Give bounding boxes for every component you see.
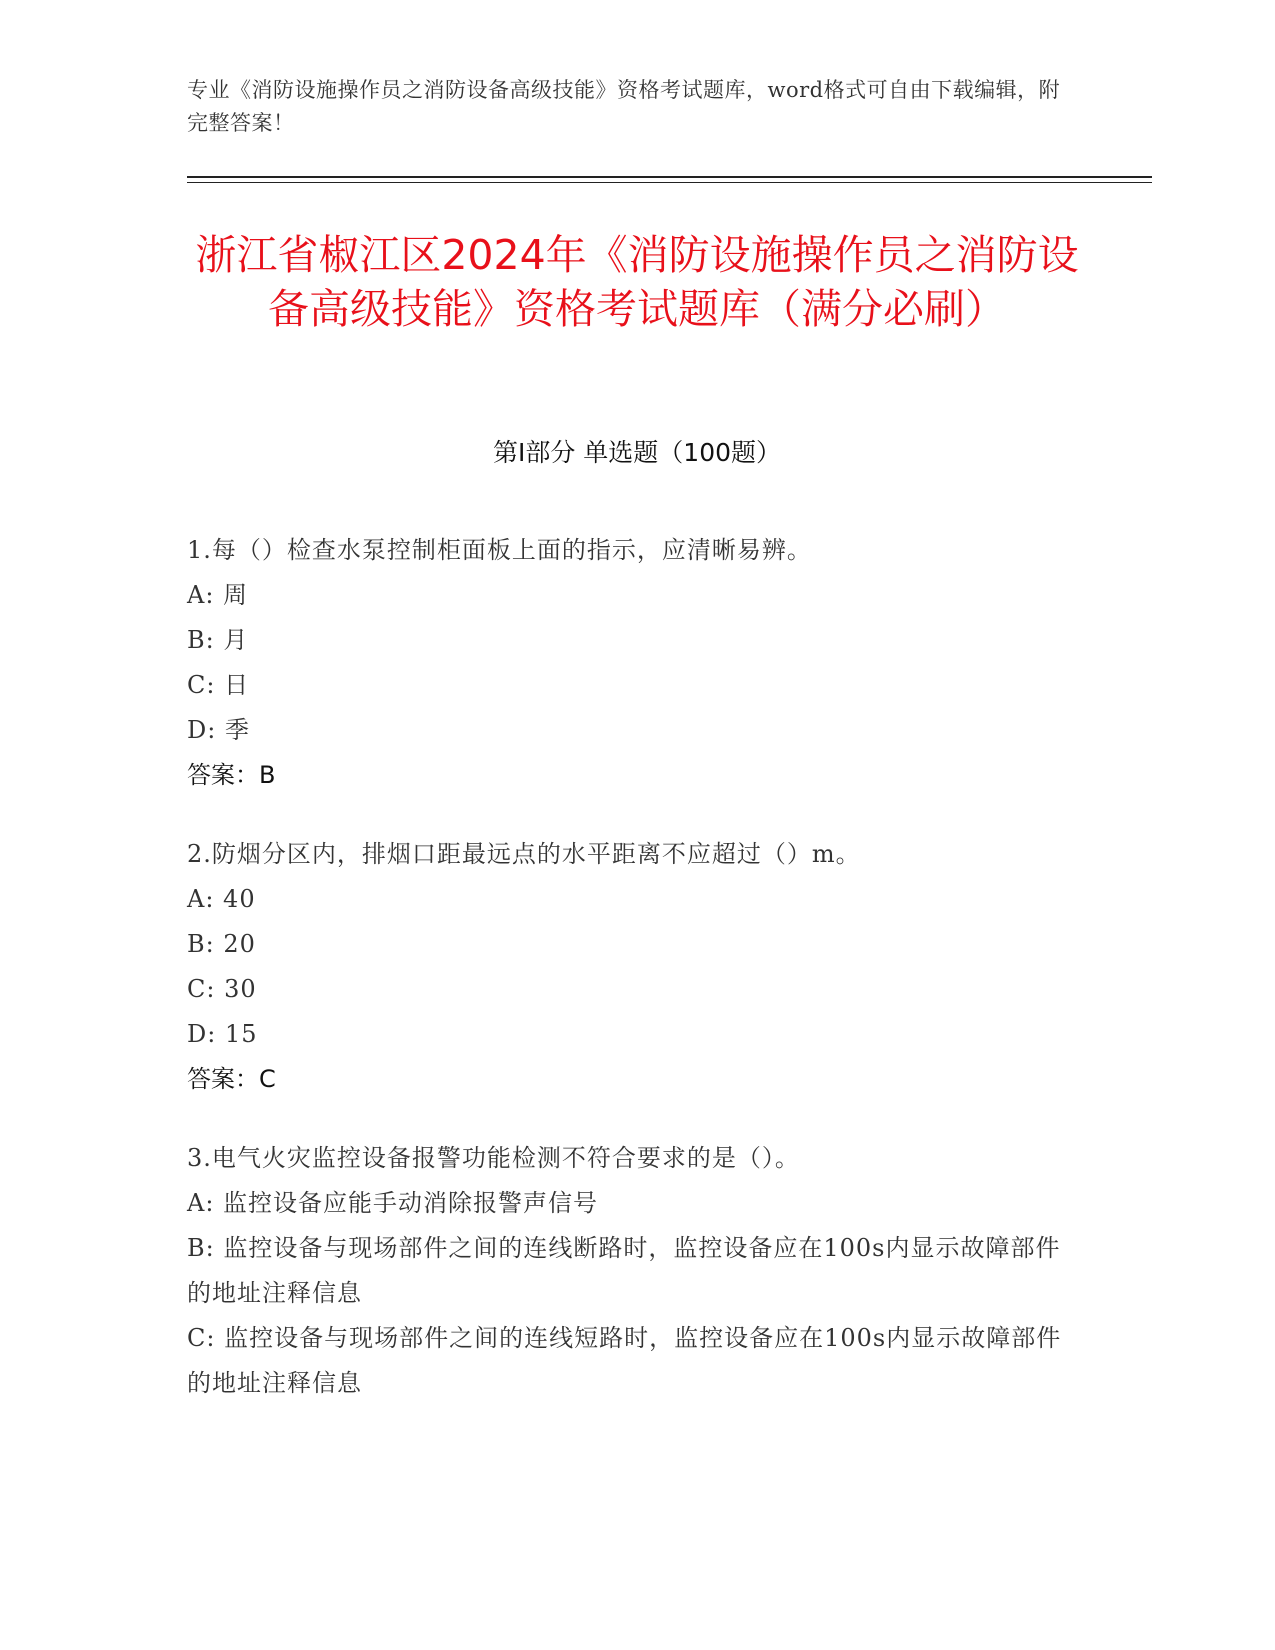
question-1 [187,528,1067,798]
option-c: C: 监控设备与现场部件之间的连线短路时，监控设备应在100s内显示故障部件的地址注释信息 [187,1324,1062,1397]
header-note: 专业《消防设施操作员之消防设备高级技能》资格考试题库，word格式可自由下载编辑，附完整答案！ [187,78,1061,135]
option-d: D: 15 [187,1020,258,1048]
option-a: A: 监控设备应能手动消除报警声信号 [187,1189,599,1217]
answer: 答案：C [187,1065,276,1093]
option-d: D: 季 [187,716,250,744]
answer: 答案：B [187,761,276,789]
header-rule-thin [187,182,1152,183]
option-c: C: 日 [187,671,250,699]
option-b: B: 监控设备与现场部件之间的连线断路时，监控设备应在100s内显示故障部件的地址注释信息 [187,1234,1061,1307]
option-b: B: 20 [187,930,256,958]
question-2 [187,832,1067,1102]
option-a: A: 40 [187,885,256,913]
option-b: B: 月 [187,626,249,654]
question-list [187,528,1067,1440]
question-stem: 3.电气火灾监控设备报警功能检测不符合要求的是（）。 [187,1144,800,1172]
option-a: A: 周 [187,581,249,609]
document-title: 浙江省椒江区2024年《消防设施操作员之消防设备高级技能》资格考试题库（满分必刷） [195,231,1079,333]
option-c: C: 30 [187,975,257,1003]
question-stem: 2.防烟分区内，排烟口距最远点的水平距离不应超过（）m。 [187,840,861,868]
section-title: 第Ⅰ部分 单选题（100题） [492,438,782,467]
header-rule-thick [187,176,1152,178]
question-stem: 1.每（）检查水泵控制柜面板上面的指示，应清晰易辨。 [187,536,812,564]
question-3 [187,1136,1067,1406]
